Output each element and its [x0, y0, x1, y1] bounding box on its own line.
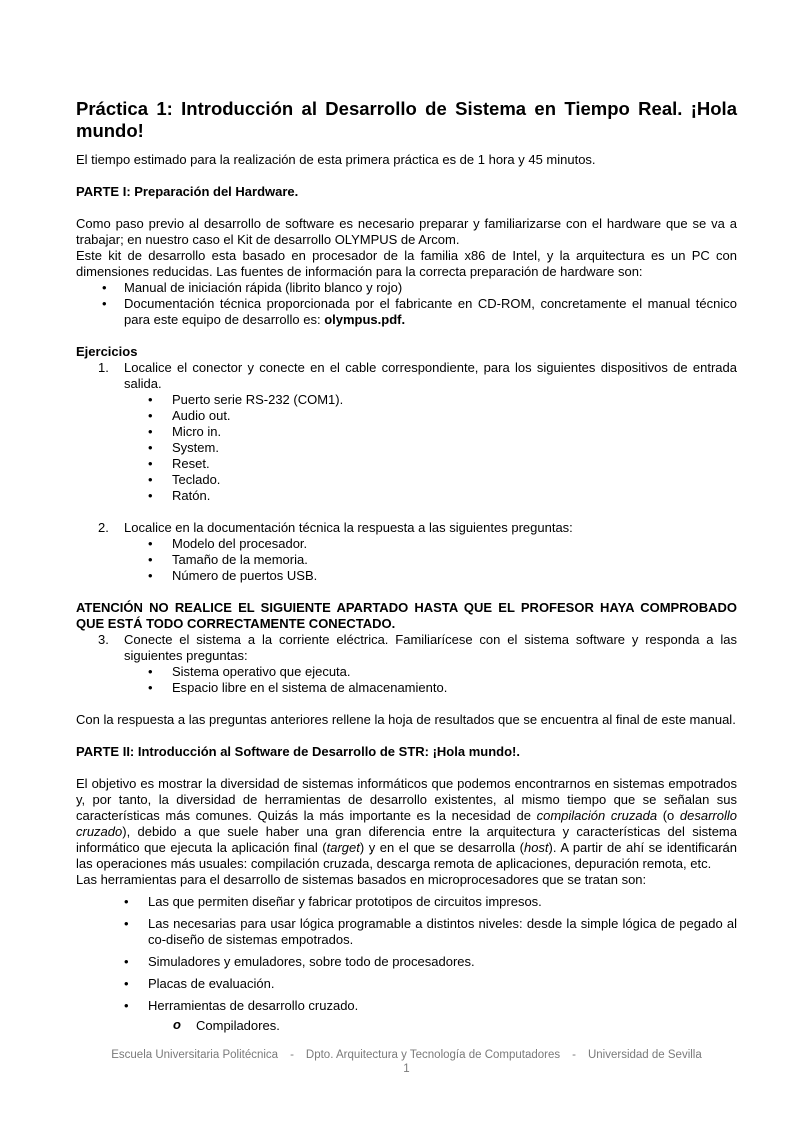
- list-item: • Simuladores y emuladores, sobre todo de procesadores.: [76, 954, 737, 970]
- list-item: • Espacio libre en el sistema de almacenamiento.: [76, 680, 737, 696]
- part1-closing: Con la respuesta a las preguntas anteriores rellene la hoja de resultados que se encuentra al final de este manual.: [76, 712, 736, 727]
- term-cross-compilation: compilación cruzada: [536, 808, 658, 823]
- exercise-text: Conecte el sistema a la corriente eléctrica. Familiarícese con el sistema software y responda a las siguientes preguntas:: [124, 632, 737, 663]
- exercise-3: [76, 632, 737, 664]
- part2-paragraph-1: El objetivo es mostrar la diversidad de sistemas informáticos que podemos encontrarnos en sistemas empotrados y, por tanto, la diversidad de herramientas de desarrollo existentes, al mismo tiempo que se señalan sus características más comunes. Quizás la más importante es la necesidad de compilación cruzada (o desarrollo cruzado), debido a que suele haber una gran diferencia entre la arquitectura y características del sistema informático que ejecuta la aplicación final (target) y en el que se desarrolla (host). A partir de ahí se identificarán las operaciones más usuales: compilación cruzada, descarga remota de aplicaciones, depuración remota, etc.: [76, 776, 738, 871]
- devices-list: [76, 392, 737, 504]
- list-item: • Ratón.: [76, 488, 737, 504]
- system-questions-list: [76, 664, 737, 696]
- footer-university: Universidad de Sevilla: [587, 1049, 702, 1061]
- footer-separator: -: [290, 1049, 294, 1061]
- part1-heading: PARTE I: Preparación del Hardware.: [76, 184, 299, 199]
- exercise-1: [76, 360, 737, 392]
- footer-school: Escuela Universitaria Politécnica: [111, 1049, 279, 1061]
- list-item: • Audio out.: [76, 408, 737, 424]
- list-item: • Teclado.: [76, 472, 737, 488]
- list-item: o Compiladores.: [76, 1018, 737, 1034]
- footer-line: [76, 1048, 737, 1062]
- list-item: • Herramientas de desarrollo cruzado.: [76, 998, 737, 1014]
- warning-text: ATENCIÓN NO REALICE EL SIGUIENTE APARTADO HASTA QUE EL PROFESOR HAYA COMPROBADO QUE ESTÁ TODO CORRECTAMENTE CONECTADO.: [76, 600, 737, 631]
- part1-paragraph-2: Este kit de desarrollo esta basado en procesador de la familia x86 de Intel, y la arquitectura es un PC con dimensiones reducidas. Las fuentes de información para la correcta preparación de hardware son:: [76, 248, 737, 279]
- list-item: • Sistema operativo que ejecuta.: [76, 664, 737, 680]
- term-host: host: [523, 840, 549, 855]
- exercise-number: 1.: [98, 360, 109, 375]
- page-title: Práctica 1: Introducción al Desarrollo de Sistema en Tiempo Real. ¡Hola mundo!: [76, 98, 737, 141]
- document-page: [76, 98, 737, 1034]
- tools-list: [76, 894, 737, 1014]
- part2-paragraph-2: Las herramientas para el desarrollo de sistemas basados en microprocesadores que se tratan son:: [76, 872, 647, 887]
- list-item: • System.: [76, 440, 737, 456]
- list-item: • Tamaño de la memoria.: [76, 552, 737, 568]
- page-footer: [76, 1048, 737, 1076]
- list-item: • Manual de iniciación rápida (librito blanco y rojo): [76, 280, 737, 296]
- exercises-heading: Ejercicios: [76, 344, 138, 359]
- page-number: 1: [403, 1063, 410, 1075]
- exercise-text: Localice en la documentación técnica la respuesta a las siguientes preguntas:: [124, 520, 573, 535]
- questions-list: [76, 536, 737, 584]
- list-item: • Las necesarias para usar lógica programable a distintos niveles: desde la simple lógica de pegado al co-diseño de sistemas empotrados.: [76, 916, 737, 948]
- footer-separator: -: [572, 1049, 576, 1061]
- subtools-list: [76, 1018, 737, 1034]
- part2-heading: PARTE II: Introducción al Software de Desarrollo de STR: ¡Hola mundo!.: [76, 744, 520, 759]
- part1-paragraph-1: Como paso previo al desarrollo de software es necesario preparar y familiarizarse con el hardware que se va a trabajar; en nuestro caso el Kit de desarrollo OLYMPUS de Arcom.: [76, 216, 737, 247]
- list-item: [76, 296, 737, 328]
- list-item-text: Documentación técnica proporcionada por el fabricante en CD-ROM, concretamente el manual técnico para este equipo de desarrollo es:: [124, 296, 737, 327]
- footer-department: Dpto. Arquitectura y Tecnología de Computadores: [305, 1049, 561, 1061]
- intro-text: El tiempo estimado para la realización de esta primera práctica es de 1 hora y 45 minutos.: [76, 152, 596, 167]
- list-item: • Puerto serie RS-232 (COM1).: [76, 392, 737, 408]
- exercise-text: Localice el conector y conecte en el cable correspondiente, para los siguientes dispositivos de entrada salida.: [124, 360, 737, 391]
- sources-list: [76, 280, 737, 328]
- exercise-number: 3.: [98, 632, 109, 647]
- term-cross-development: desarrollo cruzado: [76, 808, 737, 839]
- exercise-number: 2.: [98, 520, 109, 535]
- list-item: • Número de puertos USB.: [76, 568, 737, 584]
- list-item: • Modelo del procesador.: [76, 536, 737, 552]
- manual-filename: olympus.pdf.: [324, 312, 406, 327]
- exercise-2: [76, 520, 737, 536]
- term-target: target: [326, 840, 360, 855]
- list-item: • Placas de evaluación.: [76, 976, 737, 992]
- list-item: • Las que permiten diseñar y fabricar prototipos de circuitos impresos.: [76, 894, 737, 910]
- list-item: • Reset.: [76, 456, 737, 472]
- list-item: • Micro in.: [76, 424, 737, 440]
